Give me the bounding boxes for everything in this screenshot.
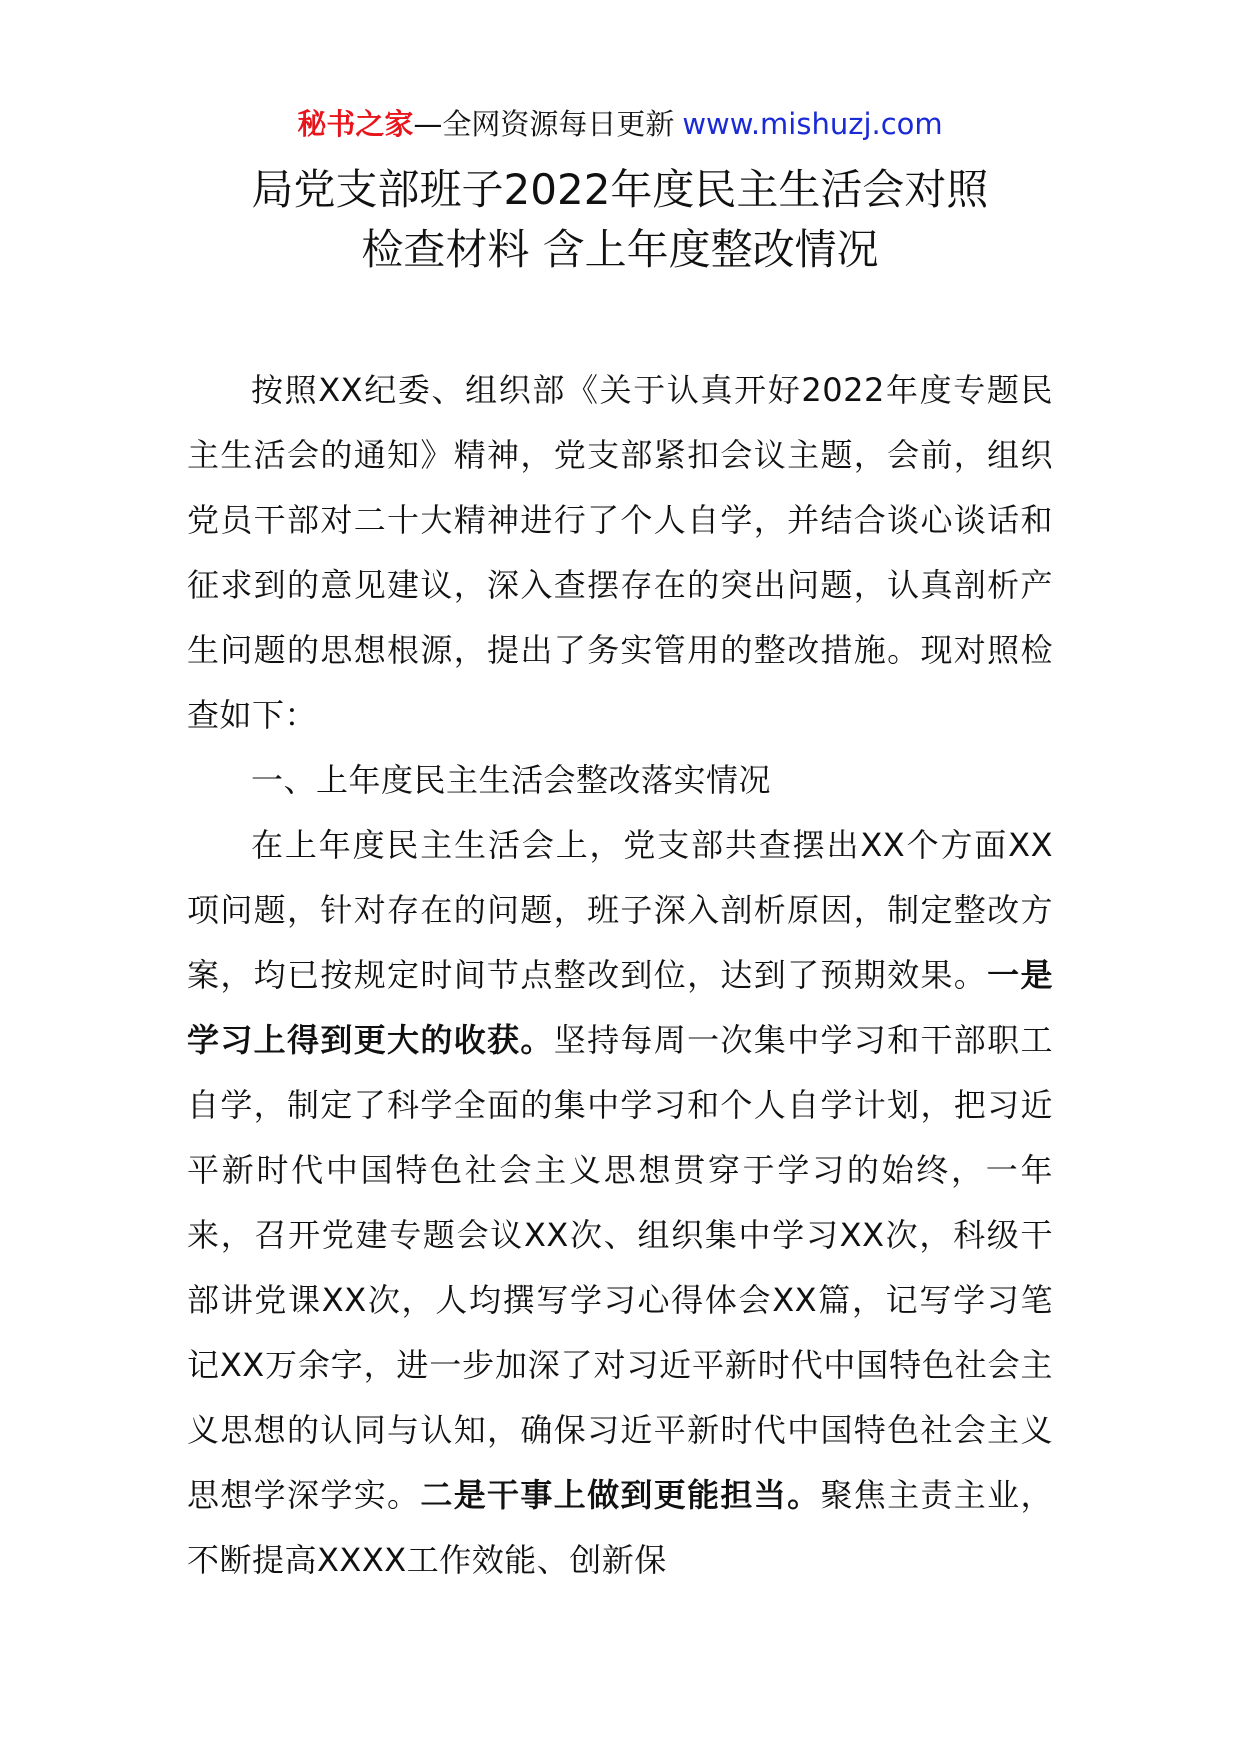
title-line-1: 局党支部班子2022年度民主生活会对照 (251, 165, 989, 214)
paragraph-text: 在上年度民主生活会上，党支部共查摆出XX个方面XX项问题，针对存在的问题，班子深入剖析原因，制定整改方案，均已按规定时间节点整改到位，达到了预期效果。 (187, 826, 1053, 994)
paragraph-text: 坚持每周一次集中学习和干部职工自学，制定了科学全面的集中学习和个人自学计划，把习近平新时代中国特色社会主义思想贯穿于学习的始终，一年来，召开党建专题会议XX次、组织集中学习XX次，科级干部讲党课XX次，人均撰写学习心得体会XX篇，记写学习笔记XX万余字，进一步加深了对习近平新时代中国特色社会主义思想的认同与认知，确保习近平新时代中国特色社会主义思想学深学实。 (187, 1021, 1053, 1514)
brand-name: 秘书之家 (297, 107, 414, 141)
title-line-2: 检查材料 含上年度整改情况 (361, 225, 879, 274)
site-header (0, 104, 1240, 144)
section-heading-1: 一、上年度民主生活会整改落实情况 (251, 761, 772, 799)
paragraph-text: 聚焦主责主业，不断提高XXXX工作效能、创新保 (187, 1476, 1053, 1579)
intro-paragraph: 按照XX纪委、组织部《关于认真开好2022年度专题民主生活会的通知》精神，党支部紧扣会议主题，会前，组织党员干部对二十大精神进行了个人自学，并结合谈心谈话和征求到的意见建议，深入查摆存在的突出问题，认真剖析产生问题的思想根源，提出了务实管用的整改措施。现对照检查如下： (187, 371, 1053, 734)
bold-point-1: 一是学习上得到更大的收获。 (187, 956, 1053, 1059)
document-title (0, 160, 1240, 280)
site-url-link[interactable]: www.mishuzj.com (682, 107, 943, 141)
header-tagline: —全网资源每日更新 (413, 107, 675, 141)
bold-point-2: 二是干事上做到更能担当。 (420, 1476, 821, 1514)
document-body (187, 358, 1053, 1593)
body-paragraph (187, 813, 1053, 1593)
